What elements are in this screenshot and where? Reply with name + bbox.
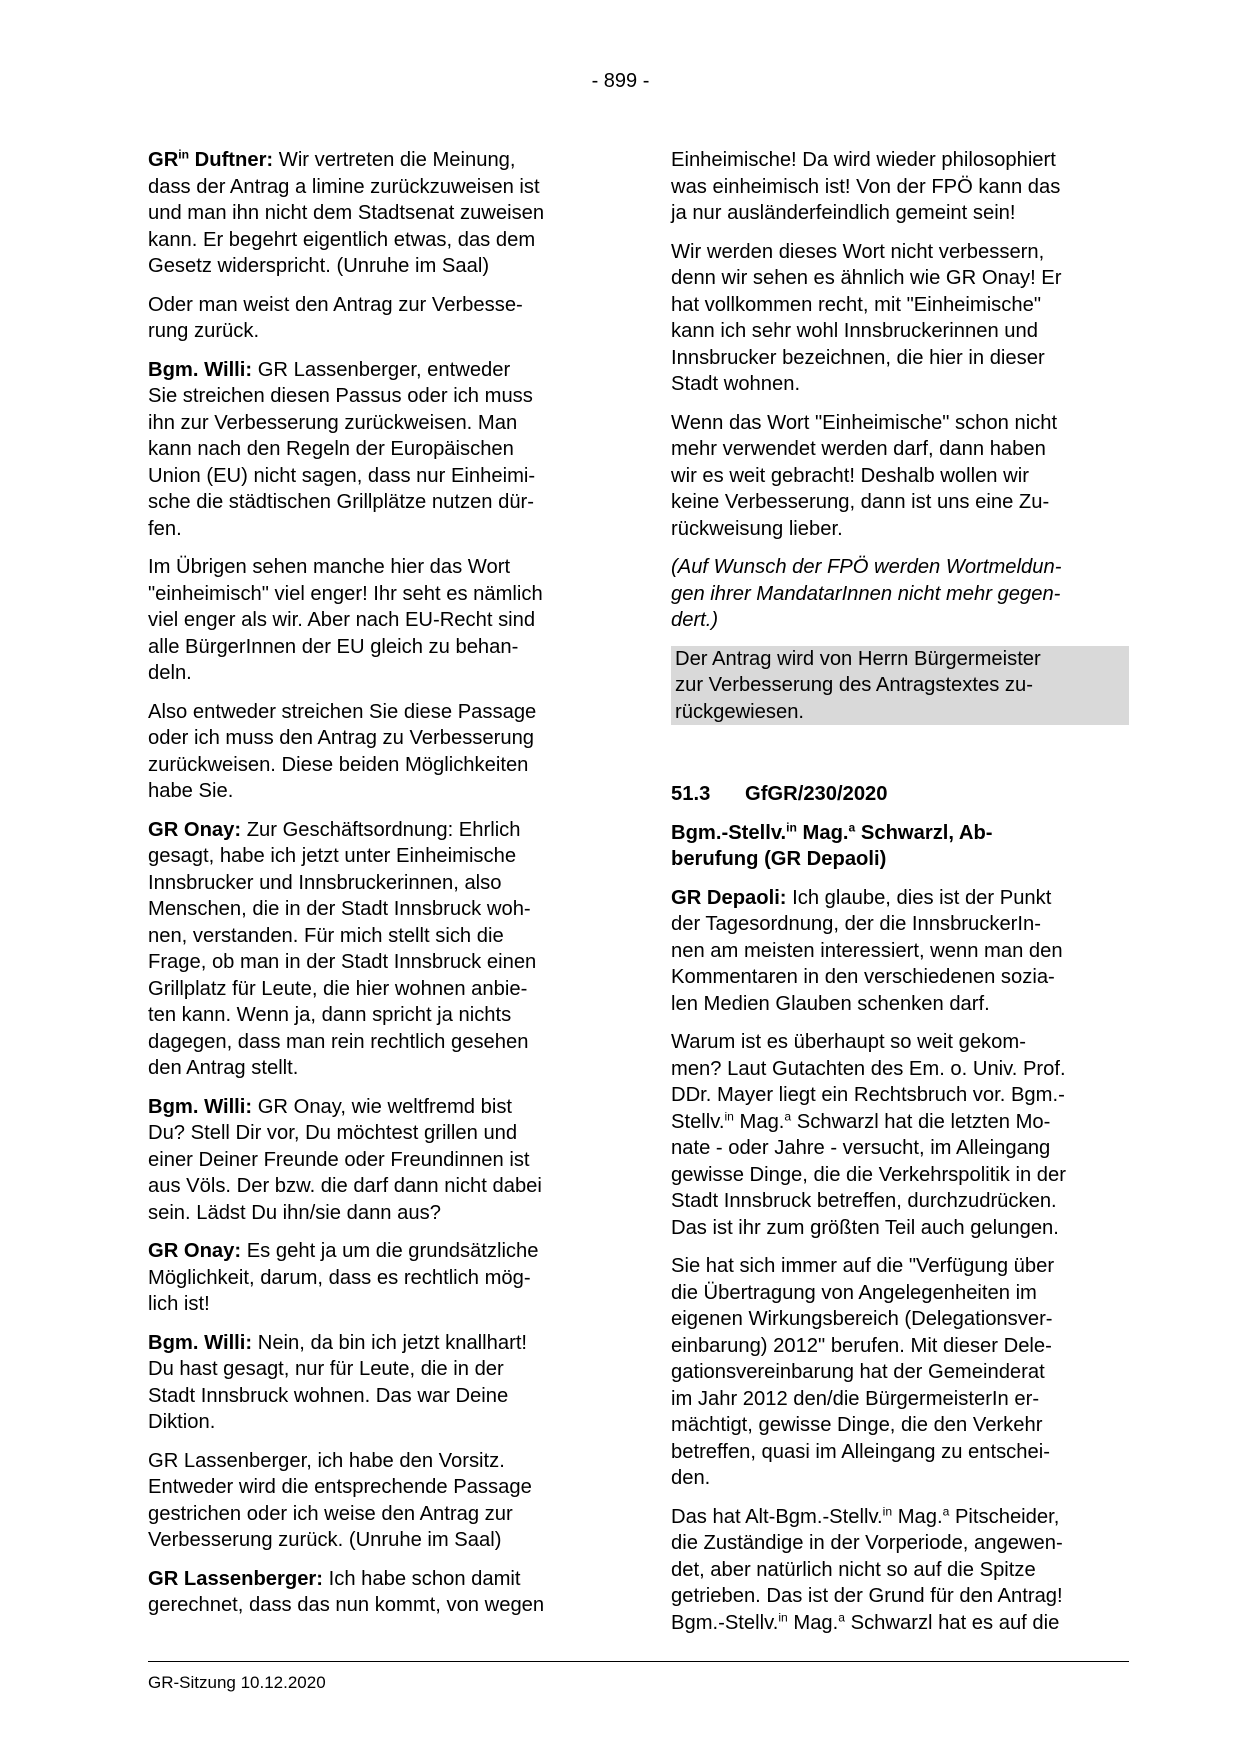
speaker-name: Bgm. Willi: [148, 1095, 253, 1118]
speaker-name: GR Onay: [148, 1240, 242, 1262]
paragraph: Sie hat sich immer auf die "Verfügung über die Übertragung von Angelegenheiten im eigenen Wirkungsbereich (Delegationsver- einbarung) 2012" berufen. Mit dieser Dele- gationsvereinbarung hat der Gemeinderat im Jahr 2012 den/die BürgermeisterIn er- mächtigt, gewisse Dinge, die den Verkehr betreffen, quasi im Alleingang zu entschei- den. [671, 1255, 1055, 1489]
paragraph-willi: Bgm. Willi: GR Onay, wie weltfremd bist Du? Stell Dir vor, Du möchtest grillen und einer Deiner Freunde oder Freundinnen ist aus Völs. Der bzw. die darf dann nicht dabei sein. Lädst Du ihn/sie dann aus? [148, 1095, 542, 1224]
paragraph: Im Übrigen sehen manche hier das Wort "einheimisch" viel enger! Ihr seht es nämlich viel enger als wir. Aber nach EU-Recht sind alle BürgerInnen der EU gleich zu behan- deln. [148, 556, 543, 684]
footer-divider [148, 1661, 1129, 1662]
speaker-name: GR Onay: [148, 818, 242, 841]
speaker-name: Bgm. Willi: [148, 1331, 253, 1354]
agenda-item-code: GfGR/230/2020 [745, 783, 888, 805]
paragraph-onay: GR Onay: Zur Geschäftsordnung: Ehrlich gesagt, habe ich jetzt unter Einheimische Innsbrucker und Innsbruckerinnen, also Menschen, die in der Stadt Innsbruck woh- nen, verstanden. Für mich stellt sich die Frage, ob man in der Stadt Innsbruck einen Grillplatz für Leute, die hier wohnen anbie- ten kann. Wenn ja, dann spricht ja nichts dagegen, dass man rein rechtlich gesehen den Antrag stellt. [148, 818, 537, 1079]
paragraph: Wenn das Wort "Einheimische" schon nicht mehr verwendet werden darf, dann haben wir es weit gebracht! Deshalb wollen wir keine Verbesserung, dann ist uns eine Zu- rückweisung lieber. [671, 411, 1058, 540]
paragraph: Oder man weist den Antrag zur Verbesse- rung zurück. [148, 293, 523, 342]
agenda-item-title: Bgm.-Stellv.$^{in}$ Mag.$^a$ Schwarzl, Ab- berufung (GR Depaoli) [671, 819, 993, 870]
page-number: - 899 - [591, 70, 650, 92]
speaker-name: $GR^{in}$ Duftner: [148, 147, 274, 171]
right-column [671, 147, 1129, 1648]
agenda-item-heading [671, 781, 1129, 808]
paragraph: Also entweder streichen Sie diese Passage oder ich muss den Antrag zu Verbesserung zurückweisen. Diese beiden Möglichkeiten habe Sie. [148, 700, 537, 802]
paragraph: Das hat Alt-Bgm.-Stellv.$^{in}$ Mag.$^a$ Pitscheider, die Zuständige in der Vorperiode, angewen- det, aber natürlich nicht so auf die Spitze getrieben. Das ist der Grund für den Antrag! Bgm.-Stellv.$^{in}$ Mag.$^a$ Schwarzl hat es auf die [671, 1503, 1063, 1634]
paragraph: Wir werden dieses Wort nicht verbessern, denn wir sehen es ähnlich wie GR Onay! Er hat vollkommen recht, mit "Einheimische" kann ich sehr wohl Innsbruckerinnen und Innsbrucker bezeichnen, die hier in dieser Stadt wohnen. [671, 240, 1062, 395]
speaker-name: GR Depaoli: [671, 886, 787, 909]
paragraph-willi: Bgm. Willi: Nein, da bin ich jetzt knallhart! Du hast gesagt, nur für Leute, die in der Stadt Innsbruck wohnen. Das war Deine Diktion. [148, 1331, 528, 1433]
paragraph-duftner: $GR^{in}$ Duftner: Wir vertreten die Meinung, dass der Antrag a limine zurückzuweisen ist und man ihn nicht dem Stadtsenat zuweisen kann. Er begehrt eigentlich etwas, das dem Gesetz widerspricht. (Unruhe im Saal) [148, 147, 545, 277]
paragraph-willi: Bgm. Willi: GR Lassenberger, entweder Sie streichen diesen Passus oder ich muss ihn zur Verbesserung zurückweisen. Man kann nach den Regeln der Europäischen Union (EU) nicht sagen, dass nur Einheimi- sche die städtischen Grillplätze nutzen dür- fen. [148, 358, 536, 540]
speaker-name: Bgm. Willi: [148, 358, 253, 381]
left-column [148, 147, 600, 1631]
editorial-note: (Auf Wunsch der FPÖ werden Wortmeldun- gen ihrer MandatarInnen nicht mehr gegen- dert.) [671, 556, 1062, 631]
speaker-name: GR Lassenberger: [148, 1567, 324, 1590]
paragraph: GR Lassenberger, ich habe den Vorsitz. Entweder wird die entsprechende Passage gestrichen oder ich weise den Antrag zur Verbesserung zurück. (Unruhe im Saal) [148, 1449, 532, 1551]
agenda-item-number: 51.3 [671, 783, 711, 805]
paragraph: Einheimische! Da wird wieder philosophiert was einheimisch ist! Von der FPÖ kann das ja nur ausländerfeindlich gemeint sein! [671, 149, 1061, 224]
footer-session-date: GR-Sitzung 10.12.2020 [148, 1673, 326, 1692]
decision-box: Der Antrag wird von Herrn Bürgermeister zur Verbesserung des Antragstextes zu- rückgewiesen. [671, 646, 1129, 726]
paragraph: Warum ist es überhaupt so weit gekom- men? Laut Gutachten des Em. o. Univ. Prof. DDr. Mayer liegt ein Rechtsbruch vor. Bgm.- Stellv.$^{in}$ Mag.$^a$ Schwarzl hat die letzten Mo- nate - oder Jahre - versucht, im Alleingang gewisse Dinge, die die Verkehrspolitik in der Stadt Innsbruck betreffen, durchzudrücken. Das ist ihr zum größten Teil auch gelungen. [671, 1031, 1066, 1239]
paragraph-lassenberger: GR Lassenberger: Ich habe schon damit gerechnet, dass das nun kommt, von wegen [148, 1567, 545, 1616]
paragraph-depaoli: GR Depaoli: Ich glaube, dies ist der Punkt der Tagesordnung, der die InnsbruckerIn- nen am meisten interessiert, wenn man den Kommentaren in den verschiedenen sozia- len Medien Glauben schenken darf. [671, 886, 1063, 1015]
paragraph-onay: GR Onay: Es geht ja um die grundsätzliche Möglichkeit, darum, dass es rechtlich mög- lich ist! [148, 1240, 539, 1315]
